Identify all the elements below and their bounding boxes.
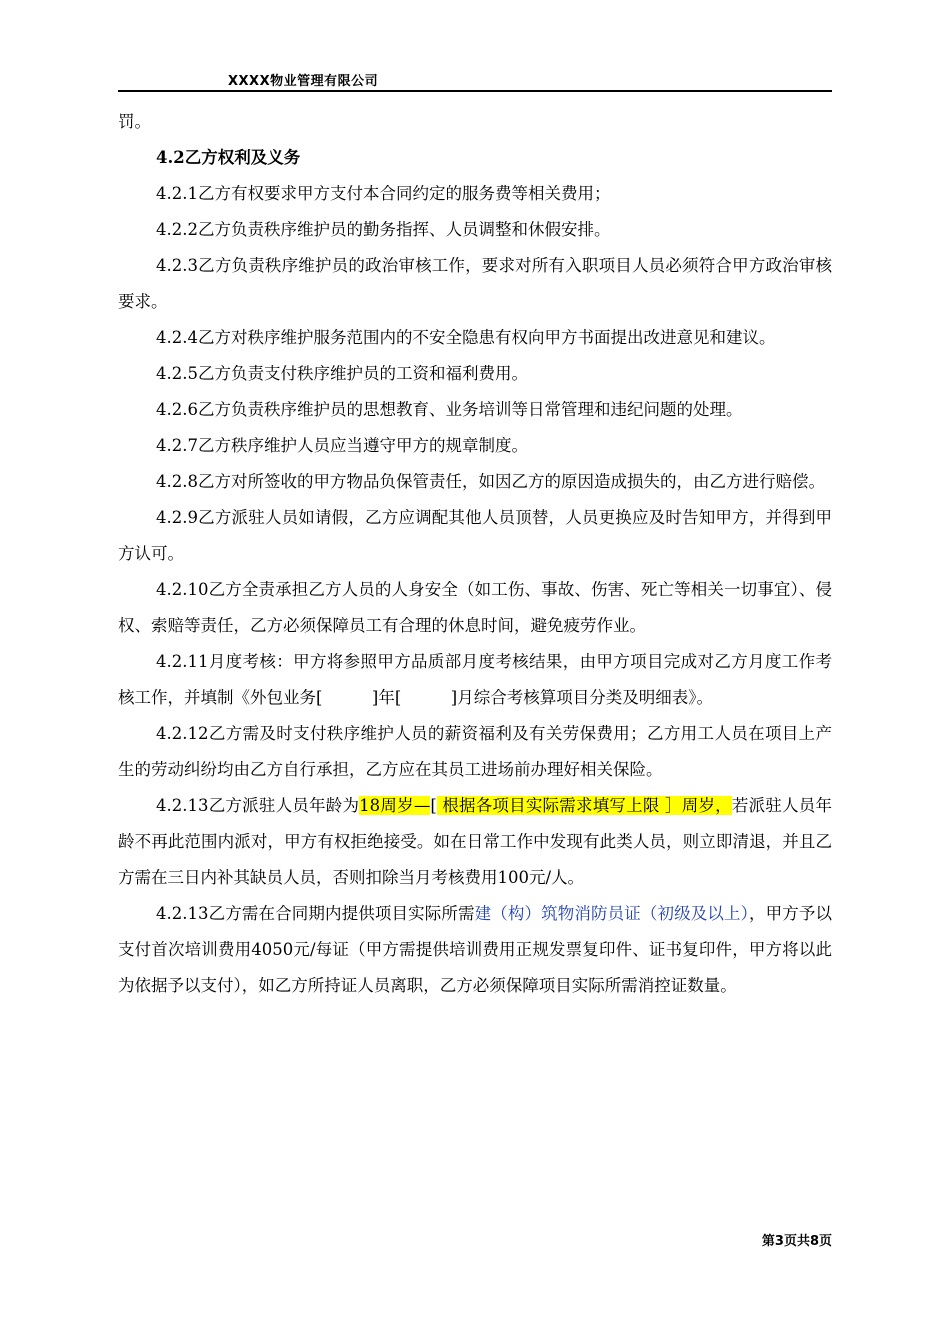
highlighted-min-age: 18周岁— [359,796,431,815]
clause-text: 4.2.13乙方需在合同期内提供项目实际所需 [156,904,475,923]
page-number: 第3页共8页 [761,1234,832,1249]
company-name: XXXX物业管理有限公司 [228,74,379,89]
clause-4-2-2: 4.2.2乙方负责秩序维护员的勤务指挥、人员调整和休假安排。 [156,220,611,239]
clause-4-2-1: 4.2.1乙方有权要求甲方支付本合同约定的服务费等相关费用； [156,184,611,203]
clause-4-2-13-age [118,788,832,896]
clause-text-continued: ，甲方予以支付首次培训费用4050元/每证（甲方需提供培训费用正规发票复印件、证书复印件，甲方将以此为依据予以支付），如乙方所持证人员离职，乙方必须保障项目实际所需消控证数量。 [118,904,833,995]
clause-text-continued: 若派驻人员年龄不再此范围内派对，甲方有权拒绝接受。如在日常工作中发现有此类人员，则立即清退，并且乙方需在三日内补其缺员人员，否则扣除当月考核费用100元/人。 [118,796,832,887]
page-header [118,66,832,92]
clause-4-2-7: 4.2.7乙方秩序维护人员应当遵守甲方的规章制度。 [156,436,528,455]
certificate-name: 建（构）筑物消防员证（初级及以上） [474,904,750,923]
clause-4-2-6: 4.2.6乙方负责秩序维护员的思想教育、业务培训等日常管理和违纪问题的处理。 [156,400,743,419]
paragraph-continuation: 罚。 [118,112,151,131]
clause-4-2-9: 4.2.9乙方派驻人员如请假，乙方应调配其他人员顶替，人员更换应及时告知甲方，并得到甲方认可。 [118,508,832,563]
bracket-open: [ [430,796,437,815]
document-body [118,104,832,1004]
clause-4-2-11: 4.2.11月度考核：甲方将参照甲方品质部月度考核结果，由甲方项目完成对乙方月度工作考核工作，并填制《外包业务[ ]年[ ]月综合考核算项目分类及明细表》。 [118,652,832,707]
clause-4-2-10: 4.2.10乙方全责承担乙方人员的人身安全（如工伤、事故、伤害、死亡等相关一切事宜）、侵权、索赔等责任，乙方必须保障员工有合理的休息时间，避免疲劳作业。 [118,580,832,635]
clause-4-2-3: 4.2.3乙方负责秩序维护员的政治审核工作，要求对所有入职项目人员必须符合甲方政治审核要求。 [118,256,832,311]
section-heading: 4.2乙方权利及义务 [156,148,301,167]
clause-4-2-13-cert [118,896,832,1004]
clause-4-2-8: 4.2.8乙方对所签收的甲方物品负保管责任，如因乙方的原因造成损失的，由乙方进行赔偿。 [156,472,825,491]
clause-text: 4.2.13乙方派驻人员年龄为 [156,796,360,815]
clause-4-2-4: 4.2.4乙方对秩序维护服务范围内的不安全隐患有权向甲方书面提出改进意见和建议。 [156,328,776,347]
highlighted-max-age: 根据各项目实际需求填写上限 ］周岁， [436,796,732,815]
clause-4-2-5: 4.2.5乙方负责支付秩序维护员的工资和福利费用。 [156,364,528,383]
clause-4-2-12: 4.2.12乙方需及时支付秩序维护人员的薪资福利及有关劳保费用；乙方用工人员在项目上产生的劳动纠纷均由乙方自行承担，乙方应在其员工进场前办理好相关保险。 [118,724,832,779]
